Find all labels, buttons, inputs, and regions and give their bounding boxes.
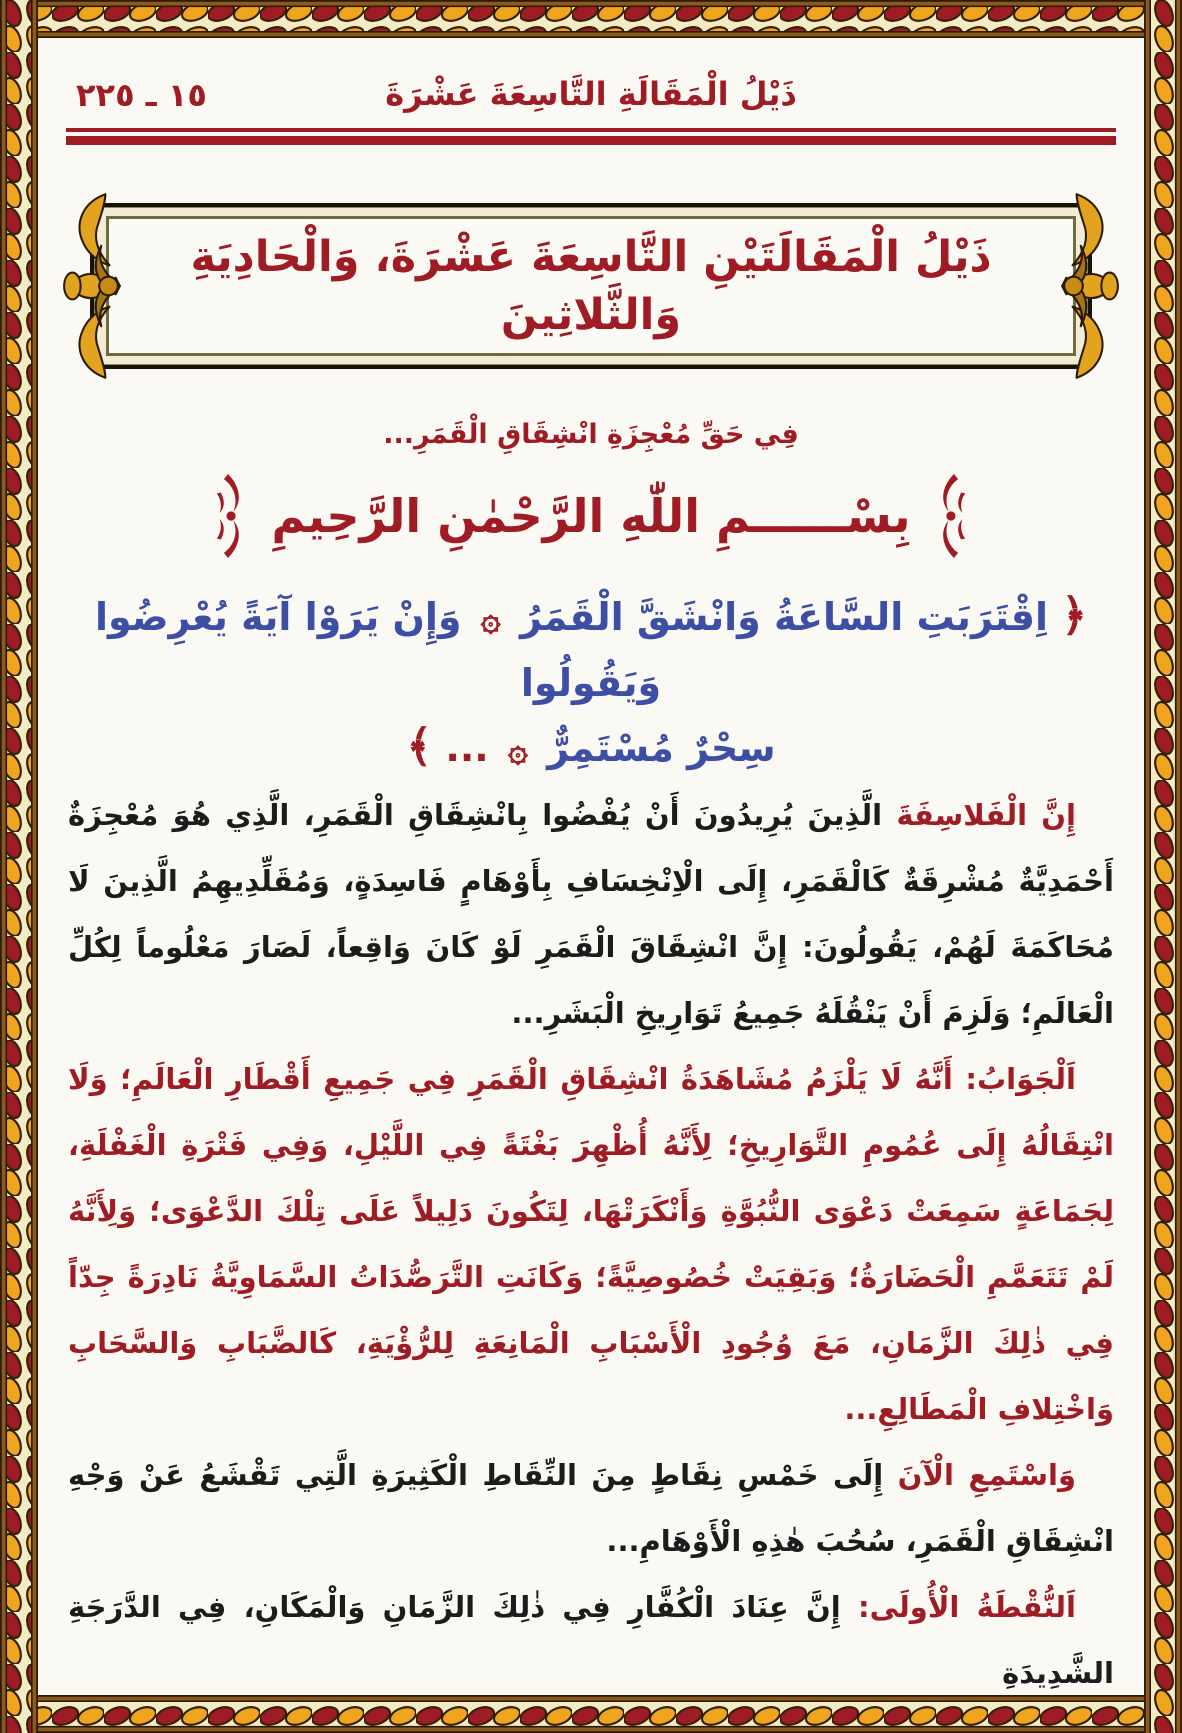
verse-line-2 <box>66 715 1116 782</box>
bismillah-text: بِسْــــــمِ اللّٰهِ الرَّحْمٰنِ الرَّحِيمِ <box>271 488 911 543</box>
paragraph-lead: وَاسْتَمِعِ الْآنَ <box>897 1457 1076 1492</box>
paragraph-text: أَنَّهُ لَا يَلْزَمُ مُشَاهَدَةُ انْشِقَاقِ الْقَمَرِ فِي جَمِيعِ أَقْطَارِ الْعَالَمِ؛ وَلَا انْتِقَالُهُ إِلَى عُمُومِ التَّوَارِيخِ؛ لِأَنَّهُ أُظْهِرَ بَغْتَةً فِي اللَّيْلِ، وَفِي فَتْرَةِ الْغَفْلَةِ، لِجَمَاعَةٍ سَمِعَتْ دَعْوَى النُّبُوَّةِ وَأَنْكَرَتْهَا، لِتَكُونَ دَلِيلاً عَلَى تِلْكَ الدَّعْوَى؛ وَلِأَنَّهُ لَمْ تَتَعَمَّمِ الْحَضَارَةُ؛ وَبَقِيَتْ خُصُوصِيَّةً؛ وَكَانَتِ التَّرَصُّدَاتُ السَّمَاوِيَّةُ نَادِرَةً جِدّاً فِي ذٰلِكَ الزَّمَانِ، مَعَ وُجُودِ الْأَسْبَابِ الْمَانِعَةِ لِلرُّؤْيَةِ، كَالضَّبَابِ وَالسَّحَابِ وَاخْتِلافِ الْمَطَالِعِ... <box>68 1061 1114 1426</box>
verse-line-1 <box>66 584 1116 715</box>
acanthus-ornament-right-icon <box>1052 188 1126 384</box>
page-number: ١٥ ـ ٢٢٥ <box>76 76 207 114</box>
quran-verse <box>66 584 1116 782</box>
header-divider <box>66 128 1116 145</box>
chapter-title: ذَيْلُ الْمَقَالَتَيْنِ التَّاسِعَةَ عَشْرَةَ، وَالْحَادِيَةِ وَالثَّلاثِينَ <box>190 231 992 340</box>
title-box-outer-frame <box>90 203 1092 369</box>
paragraph-text: إِنَّ عِنَادَ الْكُفَّارِ فِي ذٰلِكَ الزَّمَانِ وَالْمَكَانِ، فِي الدَّرَجَةِ الشَّدِيدَةِ <box>68 1589 1114 1690</box>
paragraph-philosophers-claim <box>68 782 1114 1046</box>
bismillah-fleuron-right-icon <box>936 472 972 560</box>
verse-ellipsis: ... <box>445 725 489 770</box>
paragraph-text: إِلَى خَمْسِ نِقَاطٍ مِنَ النِّقَاطِ الْكَثِيرَةِ الَّتِي تَقْشَعُ عَنْ وَجْهِ انْشِقَاقِ الْقَمَرِ، سُحُبَ هٰذِهِ الْأَوْهَامِ... <box>68 1457 1114 1558</box>
bismillah <box>66 472 1116 560</box>
title-box-inner-frame <box>106 216 1076 356</box>
body-text <box>68 782 1114 1695</box>
chapter-subtitle: فِي حَقِّ مُعْجِزَةِ انْشِقَاقِ الْقَمَرِ... <box>383 418 799 450</box>
rub-el-hizb-icon: ۞ <box>507 729 528 770</box>
paragraph-text: الَّذِينَ يُرِيدُونَ أَنْ يُفْضُوا بِانْشِقَاقِ الْقَمَرِ، الَّذِي هُوَ مُعْجِزَةٌ أَحْمَدِيَّةٌ مُشْرِقَةٌ كَالْقَمَرِ، إِلَى الْاِنْخِسَافِ بِأَوْهَامٍ فَاسِدَةٍ، وَمُقَلِّدِيهِمُ الَّذِينَ لَا مُحَاكَمَةَ لَهُمْ، يَقُولُونَ: إِنَّ انْشِقَاقَ الْقَمَرِ لَوْ كَانَ وَاقِعاً، لَصَارَ مَعْلُوماً لِكُلِّ الْعَالَمِ؛ وَلَزِمَ أَنْ يَنْقُلَهُ جَمِيعُ تَوَارِيخِ الْبَشَرِ... <box>68 797 1114 1030</box>
verse-text: سِحْرٌ مُسْتَمِرٌّ <box>547 725 776 770</box>
paragraph-lead: إِنَّ الْفَلاسِفَةَ <box>896 797 1076 832</box>
rub-el-hizb-icon: ۞ <box>480 598 501 639</box>
verse-text: اِقْتَرَبَتِ السَّاعَةُ وَانْشَقَّ الْقَمَرُ <box>519 594 1049 639</box>
running-title: ذَيْلُ الْمَقَالَةِ التَّاسِعَةَ عَشْرَةَ <box>385 75 797 113</box>
verse-text: وَإِنْ يَرَوْا آيَةً يُعْرِضُوا وَيَقُولُوا <box>94 594 662 705</box>
quranic-bracket-open-icon: ﴿ <box>1061 589 1088 641</box>
page-content <box>38 38 1144 1695</box>
quranic-bracket-close-icon: ﴾ <box>406 720 433 772</box>
bismillah-fleuron-left-icon <box>210 472 246 560</box>
header-rule-thick <box>66 136 1116 145</box>
acanthus-ornament-left-icon <box>56 188 130 384</box>
paragraph-lead: اَلنُّقْطَةُ الْأُولَى: <box>857 1589 1076 1624</box>
paragraph-answer <box>68 1046 1114 1442</box>
paragraph-listen-now <box>68 1442 1114 1574</box>
paragraph-first-point <box>68 1574 1114 1695</box>
header-rule-thin <box>66 128 1116 132</box>
paragraph-lead: اَلْجَوَابُ: <box>965 1061 1076 1096</box>
page-header <box>66 74 1116 145</box>
chapter-title-box <box>90 203 1092 369</box>
